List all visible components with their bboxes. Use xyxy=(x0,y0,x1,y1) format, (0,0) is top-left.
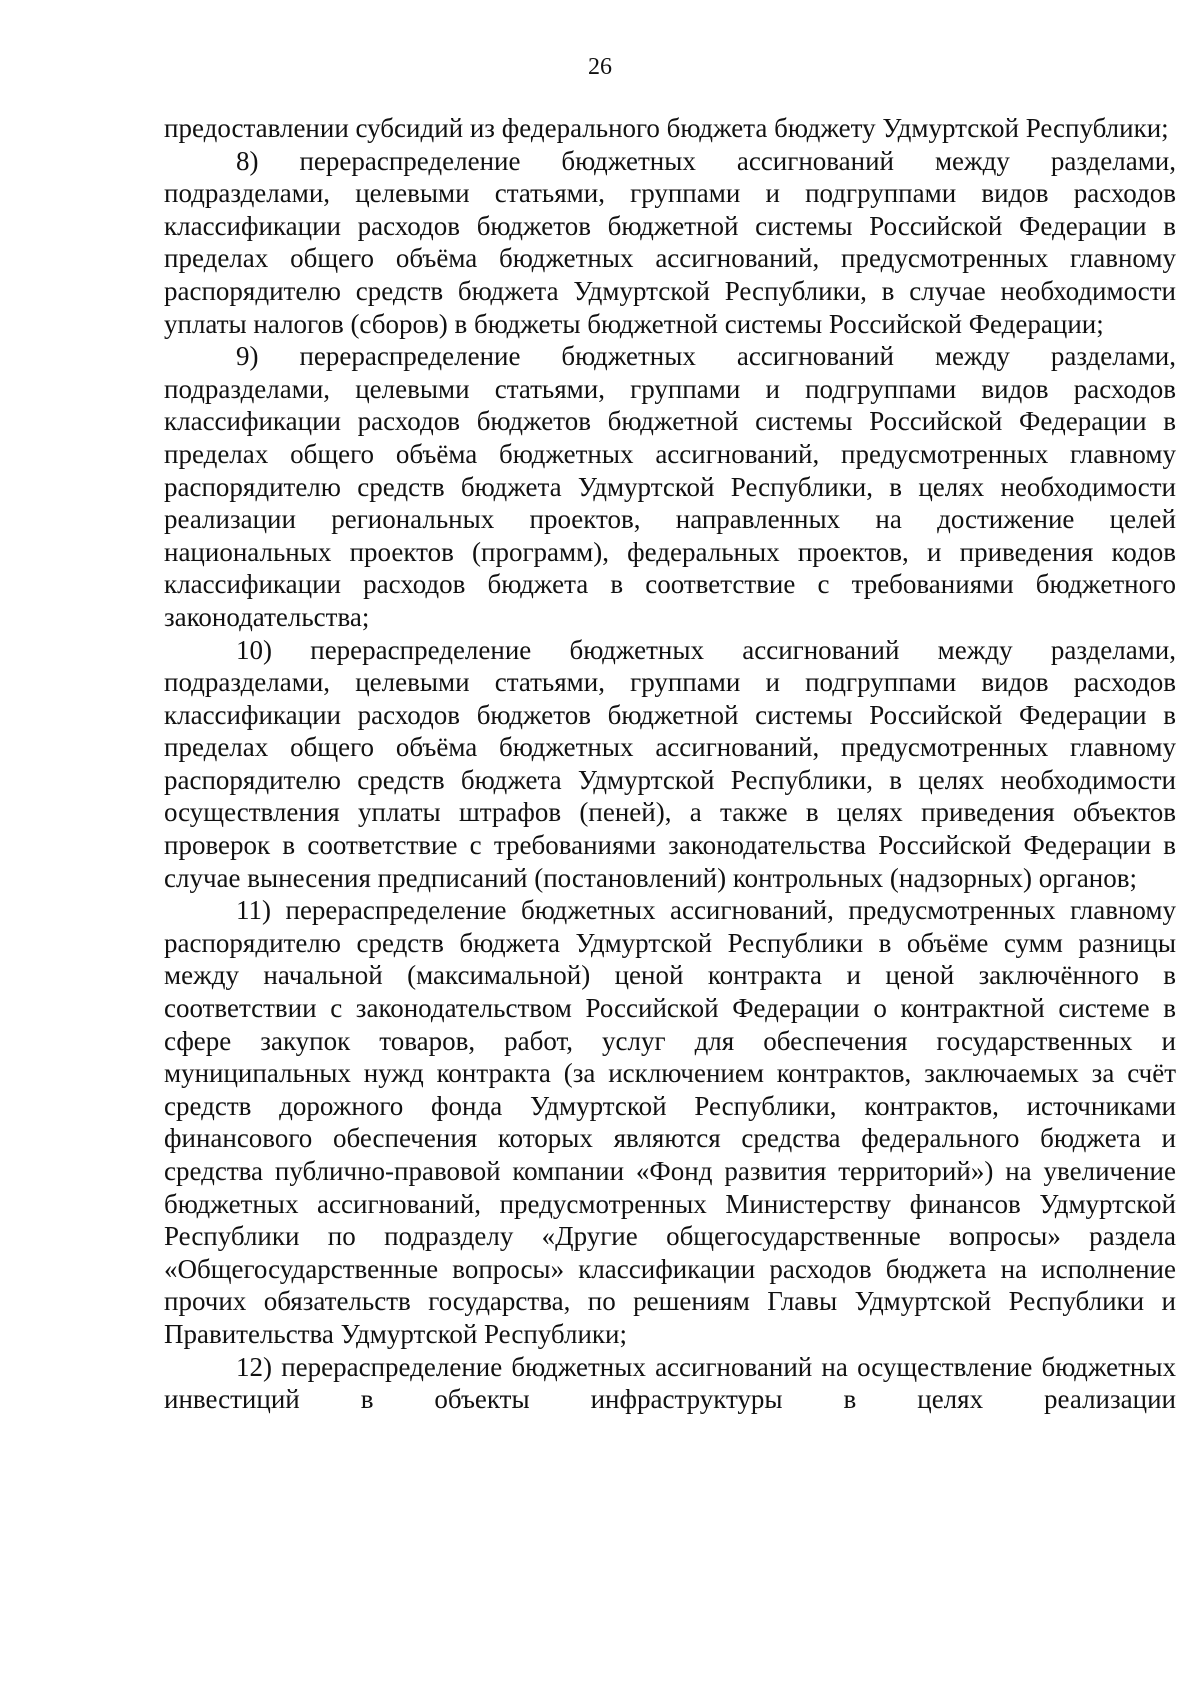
document-body xyxy=(164,112,1176,1416)
page-number: 26 xyxy=(588,54,612,80)
paragraph-item-10: 10) перераспределение бюджетных ассигнований между разделами, подразделами, целевыми статьями, группами и подгруппами видов расходов классификации расходов бюджетов бюджетной системы Российской Федерации в пределах общего объёма бюджетных ассигнований, предусмотренных главному распорядителю средств бюджета Удмуртской Республики, в целях необходимости осуществления уплаты штрафов (пеней), а также в целях приведения объектов проверок в соответствие с требованиями законодательства Российской Федерации в случае вынесения предписаний (постановлений) контрольных (надзорных) органов; xyxy=(164,634,1176,893)
paragraph-item-8: 8) перераспределение бюджетных ассигнований между разделами, подразделами, целевыми статьями, группами и подгруппами видов расходов классификации расходов бюджетов бюджетной системы Российской Федерации в пределах общего объёма бюджетных ассигнований, предусмотренных главному распорядителю средств бюджета Удмуртской Республики, в случае необходимости уплаты налогов (сборов) в бюджеты бюджетной системы Российской Федерации; xyxy=(164,145,1176,339)
paragraph-continuation: предоставлении субсидий из федерального бюджета бюджету Удмуртской Республики; xyxy=(164,113,1169,143)
paragraph-item-12: 12) перераспределение бюджетных ассигнований на осуществление бюджетных инвестиций в объекты инфраструктуры в целях реализации xyxy=(164,1351,1176,1415)
paragraph-item-9: 9) перераспределение бюджетных ассигнований между разделами, подразделами, целевыми статьями, группами и подгруппами видов расходов классификации расходов бюджетов бюджетной системы Российской Федерации в пределах общего объёма бюджетных ассигнований, предусмотренных главному распорядителю средств бюджета Удмуртской Республики, в целях необходимости реализации региональных проектов, направленных на достижение целей национальных проектов (программ), федеральных проектов, и приведения кодов классификации расходов бюджета в соответствие с требованиями бюджетного законодательства; xyxy=(164,341,1176,632)
paragraph-item-11: 11) перераспределение бюджетных ассигнований, предусмотренных главному распорядителю средств бюджета Удмуртской Республики в объёме сумм разницы между начальной (максимальной) ценой контракта и ценой заключённого в соответствии с законодательством Российской Федерации о контрактной системе в сфере закупок товаров, работ, услуг для обеспечения государственных и муниципальных нужд контракта (за исключением контрактов, заключаемых за счёт средств дорожного фонда Удмуртской Республики, контрактов, источниками финансового обеспечения которых являются средства федерального бюджета и средства публично-правовой компании «Фонд развития территорий») на увеличение бюджетных ассигнований, предусмотренных Министерству финансов Удмуртской Республики по подразделу «Другие общегосударственные вопросы» раздела «Общегосударственные вопросы» классификации расходов бюджета на исполнение прочих обязательств государства, по решениям Главы Удмуртской Республики и Правительства Удмуртской Республики; xyxy=(164,895,1176,1349)
